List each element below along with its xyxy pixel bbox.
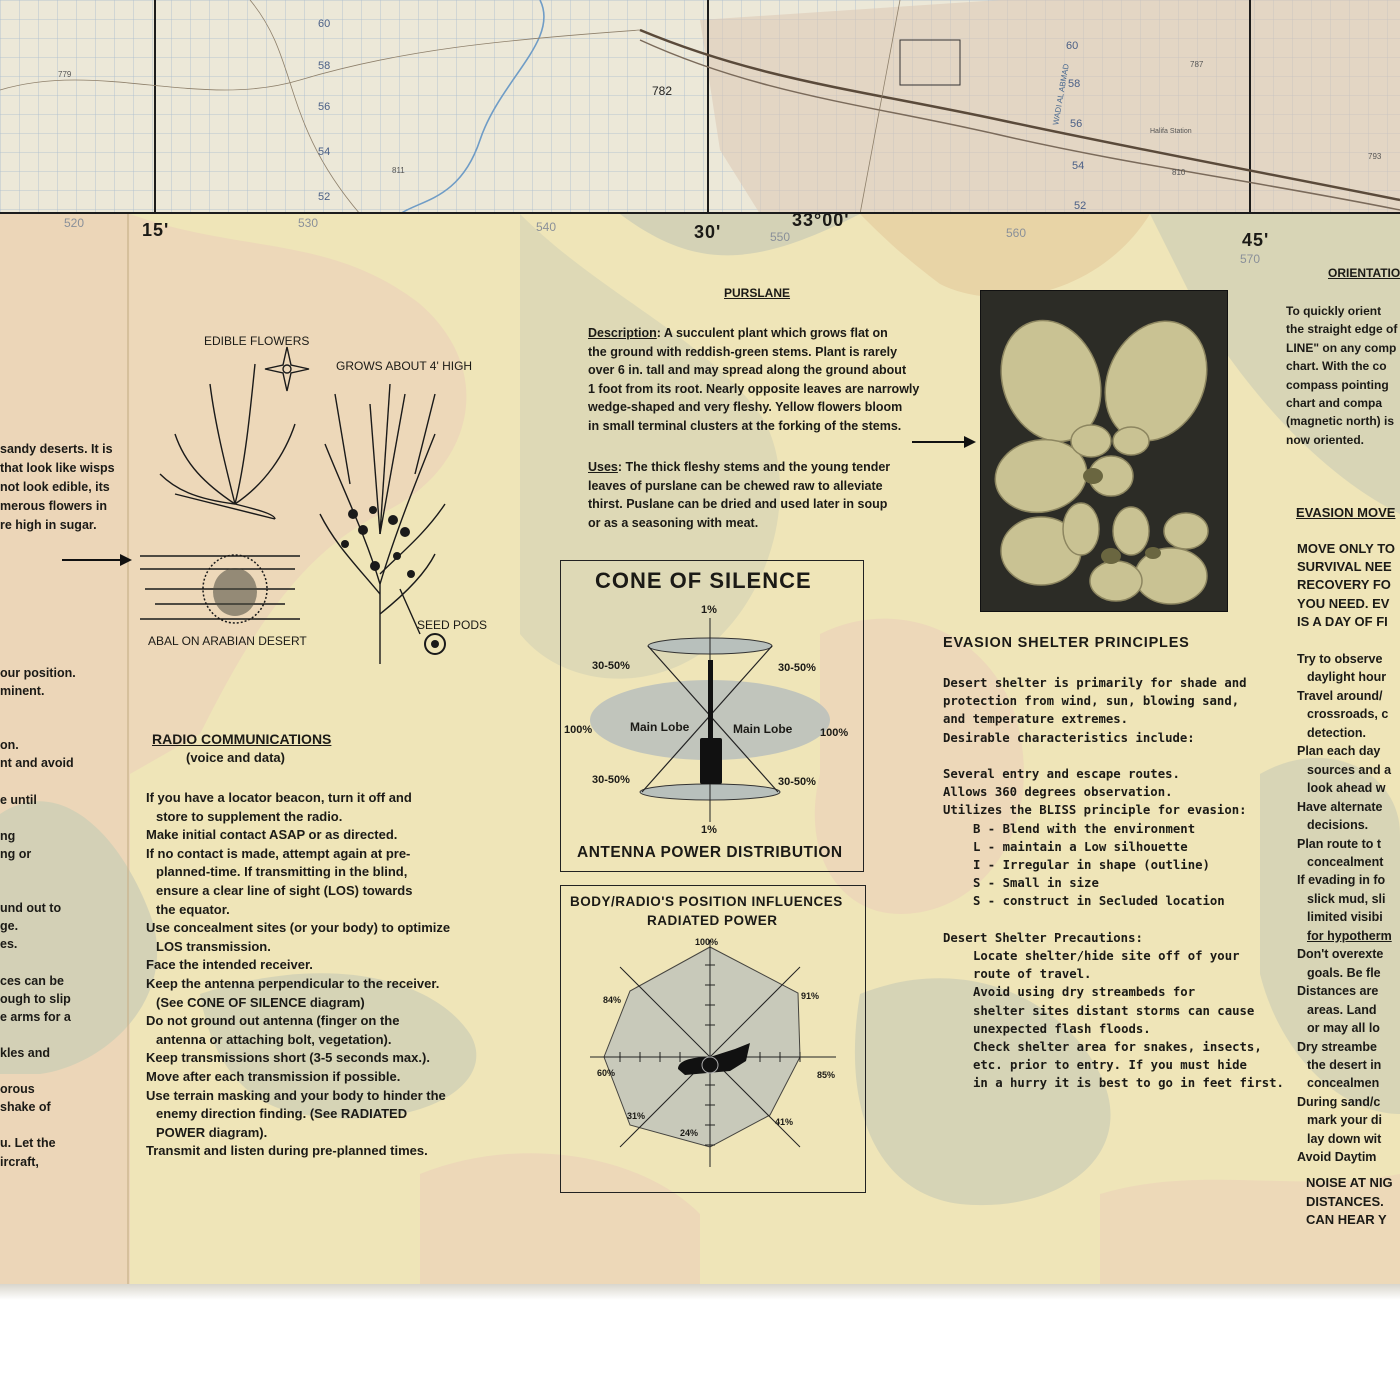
cone-ur-pct: 30-50% — [778, 662, 816, 674]
text-line: our position. — [0, 666, 76, 680]
radio-instructions — [146, 789, 450, 1161]
easting-tick: 530 — [298, 216, 319, 230]
text-line: antenna or attaching bolt, vegetation). — [156, 1031, 392, 1047]
radio-section-title — [152, 731, 331, 747]
longitude-label: 15' — [142, 220, 170, 240]
text-line: Make initial contact ASAP or as directed. — [146, 827, 398, 843]
text-line — [0, 700, 76, 718]
spot-height: 793 — [1368, 152, 1382, 161]
radio-title: RADIO COMMUNICATIONS — [152, 731, 332, 747]
paper-edge-shadow — [0, 1284, 1400, 1300]
text-line: IS A DAY OF FI — [1297, 613, 1388, 629]
antenna — [708, 660, 713, 740]
text-line: Move after each transmission if possible. — [146, 1068, 401, 1084]
uses-label: Uses — [588, 460, 618, 474]
text-line: S - Small in size — [973, 876, 1099, 891]
spot-height: 811 — [392, 166, 405, 175]
seed-pods-label: SEED PODS — [417, 618, 488, 632]
map-grid-svg — [0, 0, 1400, 214]
radiated-pct: 41% — [775, 1117, 794, 1127]
text-line: es. — [0, 937, 18, 952]
spot-height: 779 — [58, 70, 72, 79]
text-line: limited visibi — [1307, 910, 1383, 925]
text-line: the equator. — [156, 901, 230, 917]
text-line: look ahead w — [1307, 781, 1386, 796]
text-line: During sand/c — [1297, 1094, 1381, 1109]
text-line: S - construct in Secluded location — [973, 894, 1225, 909]
text-line: shelter sites distant storms can cause — [973, 1003, 1255, 1018]
text-line: Desert shelter is primarily for shade and — [943, 676, 1247, 690]
radiated-pct: 31% — [627, 1111, 646, 1121]
text-line: now oriented. — [1286, 432, 1364, 447]
text-line: DISTANCES. — [1306, 1193, 1384, 1209]
cone-lr-pct: 30-50% — [778, 776, 816, 788]
text-line: CAN HEAR Y — [1306, 1212, 1387, 1227]
text-line — [0, 1116, 76, 1134]
cone-ll-pct: 30-50% — [592, 774, 630, 786]
text-line: LOS transmission. — [156, 938, 271, 954]
text-line — [0, 773, 76, 791]
easting-tick: 570 — [1240, 252, 1261, 266]
arrow-right-icon — [912, 432, 978, 452]
text-line: enemy direction finding. (See RADIATED — [156, 1106, 408, 1122]
text-line: for hypotherm — [1307, 928, 1392, 943]
grid-number: 60 — [1066, 40, 1079, 52]
text-line: on. — [0, 738, 19, 753]
text-line: compass pointing — [1286, 377, 1389, 392]
text-line: areas. Land — [1307, 1002, 1377, 1017]
text-line: or may all lo — [1307, 1021, 1380, 1036]
description-label: Description — [588, 326, 657, 340]
text-line — [0, 1026, 76, 1044]
text-line: over 6 in. tall and may spread along the ground about — [588, 363, 907, 378]
text-line: If evading in fo — [1297, 873, 1386, 888]
topographic-map-strip — [0, 0, 1400, 214]
text-line: e until — [0, 792, 37, 807]
grid-number: 52 — [318, 191, 331, 203]
edible-flowers-label: EDIBLE FLOWERS — [204, 334, 310, 348]
cone-caption: ANTENNA POWER DISTRIBUTION — [577, 844, 843, 861]
text-line: Utilizes the BLISS principle for evasion: — [943, 803, 1247, 818]
text-line — [0, 954, 76, 972]
text-line: Don't overexte — [1297, 947, 1384, 962]
text-line: crossroads, c — [1307, 707, 1389, 722]
longitude-label: 45' — [1242, 230, 1270, 250]
text-line: store to supplement the radio. — [156, 808, 343, 824]
text-line: that look like wisps — [0, 461, 115, 475]
cone-ul-pct: 30-50% — [592, 660, 630, 672]
text-line: (magnetic north) is — [1286, 414, 1395, 429]
evasion-caps-2 — [1306, 1174, 1393, 1230]
radiated-pct: 60% — [597, 1068, 616, 1078]
cone-title: CONE OF SILENCE — [595, 568, 812, 593]
text-line: lay down wit — [1307, 1131, 1382, 1146]
text-line: ng or — [0, 846, 32, 861]
spot-height: 782 — [652, 84, 673, 98]
text-line: NOISE AT NIG — [1306, 1175, 1393, 1190]
grid-number: 54 — [318, 146, 331, 158]
cone-left-pct: 100% — [564, 724, 593, 736]
grid-number: 56 — [318, 101, 331, 113]
purslane-title — [724, 286, 790, 300]
text-line — [0, 809, 76, 827]
precautions-title: Desert Shelter Precautions: — [943, 930, 1143, 945]
main-lobe-left: Main Lobe — [630, 720, 690, 734]
text-line — [0, 881, 76, 899]
grid-number: 58 — [1068, 78, 1081, 90]
text-line: ng — [0, 828, 16, 843]
orientation-title — [1328, 266, 1400, 280]
longitude-label: 33°00' — [792, 214, 850, 230]
text-line: Keep the antenna perpendicular to the receiver. — [146, 975, 440, 991]
text-line: Face the intended receiver. — [146, 957, 313, 973]
cone-bottom-pct: 1% — [701, 824, 717, 836]
text-line: Desirable characteristics include: — [943, 730, 1195, 745]
radiated-power-svg — [560, 885, 864, 1191]
longitude-label: 30' — [694, 222, 722, 242]
text-line: route of travel. — [973, 967, 1092, 982]
text-line: Dry streambe — [1297, 1039, 1377, 1054]
arrow-right-icon — [62, 550, 132, 570]
radio-subtitle: (voice and data) — [186, 750, 285, 765]
grid-number: 58 — [318, 60, 331, 72]
text-line: Plan each day — [1297, 744, 1381, 759]
text-line: B - Blend with the environment — [973, 821, 1196, 836]
text-line: slick mud, sli — [1307, 891, 1386, 906]
text-line: Try to observe — [1297, 652, 1383, 666]
text-line: Do not ground out antenna (finger on the — [146, 1013, 400, 1029]
easting-tick: 520 — [64, 216, 85, 230]
text-line: unexpected flash floods. — [973, 1021, 1151, 1036]
grid-number: 60 — [318, 18, 331, 30]
text-line: MOVE ONLY TO — [1297, 541, 1396, 556]
cone-right-pct: 100% — [820, 727, 849, 739]
text-line: not look edible, its — [0, 480, 110, 494]
text-line: merous flowers in — [0, 499, 107, 513]
purslane-title-text: PURSLANE — [724, 286, 791, 300]
text-line: Allows 360 degrees observation. — [943, 785, 1173, 800]
text-line: SURVIVAL NEE — [1297, 559, 1392, 575]
text-line: LINE" on any comp — [1286, 340, 1397, 355]
shelter-intro — [943, 674, 1284, 1093]
text-line: (See CONE OF SILENCE diagram) — [156, 994, 365, 1010]
text-line: shake of — [0, 1100, 51, 1115]
text-line: decisions. — [1307, 818, 1369, 833]
text-line: Check shelter area for snakes, insects, — [973, 1040, 1262, 1055]
text-line: protection from wind, sun, blowing sand, — [943, 694, 1240, 709]
text-line: orous — [0, 1082, 35, 1097]
text-line: Distances are — [1297, 984, 1379, 999]
spot-height: 787 — [1190, 60, 1204, 69]
radiated-pct: 100% — [695, 937, 719, 947]
text-line: If no contact is made, attempt again at pre- — [146, 845, 411, 861]
radiated-title-2: RADIATED POWER — [647, 913, 778, 928]
text-line: YOU NEED. EV — [1297, 595, 1390, 611]
purslane-uses — [588, 458, 890, 532]
text-line: chart and compa — [1286, 396, 1383, 411]
text-line: Avoid Daytim — [1297, 1150, 1377, 1165]
cone-top-pct: 1% — [701, 604, 717, 616]
text-line: To quickly orient — [1286, 304, 1382, 318]
text-line: : A succulent plant which grows flat on — [656, 326, 888, 340]
text-line: or as a seasoning with meat. — [588, 515, 759, 530]
text-line: sources and a — [1307, 762, 1392, 777]
text-line: Transmit and listen during pre-planned times. — [146, 1143, 428, 1159]
evasion-title — [1296, 505, 1395, 520]
grows-height-label: GROWS ABOUT 4' HIGH — [336, 359, 473, 373]
evasion-title-text: EVASION MOVE — [1296, 505, 1396, 520]
text-line: Have alternate — [1297, 799, 1383, 814]
evasion-caps — [1297, 540, 1395, 631]
text-line: Locate shelter/hide site off of your — [973, 949, 1240, 964]
text-line: in small terminal clusters at the forking of the stems. — [588, 418, 902, 433]
text-line: mark your di — [1307, 1113, 1383, 1128]
text-line: re high in sugar. — [0, 518, 97, 532]
text-line: thirst. Puslane can be dried and used later in soup — [588, 497, 888, 512]
abal-label: ABAL ON ARABIAN DESERT — [148, 634, 307, 648]
radiated-pct: 84% — [603, 995, 622, 1005]
text-line: goals. Be fle — [1307, 965, 1381, 980]
text-line: Plan route to t — [1297, 836, 1382, 851]
text-line: POWER diagram). — [156, 1124, 268, 1140]
main-lobe-right: Main Lobe — [733, 722, 793, 736]
text-line: sandy deserts. It is — [0, 442, 113, 456]
spot-height: 810 — [1172, 168, 1186, 177]
easting-tick: 540 — [536, 220, 557, 234]
text-line: in a hurry it is best to go in feet first. — [973, 1076, 1284, 1091]
text-line: Use concealment sites (or your body) to optimize — [146, 920, 451, 936]
left-fragment-text-2 — [0, 664, 76, 1171]
text-line: : The thick fleshy stems and the young tender — [617, 460, 891, 474]
text-line: daylight hour — [1307, 670, 1387, 685]
text-line: Keep transmissions short (3-5 seconds max.). — [146, 1050, 430, 1066]
text-line: concealmen — [1307, 1076, 1380, 1091]
text-line: e arms for a — [0, 1009, 71, 1024]
text-line: ircraft, — [0, 1154, 39, 1169]
orientation-title-text: ORIENTATIO — [1328, 266, 1400, 280]
text-line: the straight edge of — [1286, 322, 1398, 337]
text-line: kles and — [0, 1045, 51, 1060]
text-line — [0, 718, 76, 736]
radiated-pct: 24% — [680, 1128, 699, 1138]
text-line — [0, 1062, 76, 1080]
text-line: u. Let the — [0, 1136, 56, 1151]
text-line: the desert in — [1307, 1057, 1382, 1072]
text-line: concealment — [1307, 854, 1384, 869]
radiated-pct: 85% — [817, 1070, 836, 1080]
text-line: wedge-shaped and very fleshy. Yellow flowers bloom — [588, 400, 903, 415]
grid-number: 56 — [1070, 118, 1083, 130]
text-line: Use terrain masking and your body to hinder the — [146, 1087, 446, 1103]
text-line: Several entry and escape routes. — [943, 767, 1180, 782]
radiated-pct: 91% — [801, 991, 820, 1001]
survival-chart-panel — [0, 214, 1400, 1284]
evasion-items — [1297, 650, 1392, 1167]
text-line: and temperature extremes. — [943, 712, 1129, 727]
text-line: the ground with reddish-green stems. Plant is rarely — [588, 344, 898, 359]
purslane-photo — [980, 290, 1228, 612]
text-line: detection. — [1307, 725, 1367, 740]
text-line: ces can be — [0, 973, 64, 988]
text-line: ensure a clear line of sight (LOS) towards — [156, 882, 413, 898]
text-line: L - maintain a Low silhouette — [973, 839, 1188, 854]
purslane-leaves-illustration — [981, 291, 1227, 611]
grid-number: 54 — [1072, 160, 1085, 172]
text-line: If you have a locator beacon, turn it off and — [146, 790, 412, 805]
text-line: leaves of purslane can be chewed raw to alleviate — [588, 478, 883, 493]
place-label: Halifa Station — [1150, 128, 1192, 135]
radiated-title-1: BODY/RADIO'S POSITION INFLUENCES — [570, 894, 843, 909]
left-fragment-text-1 — [0, 440, 115, 535]
text-line: und out to — [0, 901, 62, 916]
text-line: nt and avoid — [0, 756, 74, 771]
text-line: I - Irregular in shape (outline) — [973, 858, 1210, 873]
text-line: minent. — [0, 684, 45, 699]
text-line: ough to slip — [0, 991, 71, 1006]
orientation-text — [1286, 302, 1397, 449]
text-line: planned-time. If transmitting in the blind, — [156, 864, 408, 880]
radio — [700, 738, 722, 784]
text-line: Travel around/ — [1297, 688, 1383, 703]
grid-number: 52 — [1074, 200, 1087, 212]
text-line: ge. — [0, 919, 19, 934]
text-line: etc. prior to entry. If you must hide — [973, 1058, 1247, 1073]
purslane-description — [588, 324, 919, 436]
text-line: 1 foot from its root. Nearly opposite leaves are narrowly — [588, 381, 920, 396]
text-line: Avoid using dry streambeds for — [973, 985, 1196, 1000]
text-line — [0, 863, 76, 881]
urban-area — [700, 0, 1400, 214]
wadi-label: WADI AL ABMAD — [1051, 63, 1071, 126]
text-line: RECOVERY FO — [1297, 577, 1391, 593]
easting-tick: 550 — [770, 230, 791, 244]
easting-tick: 560 — [1006, 226, 1027, 240]
shelter-title: EVASION SHELTER PRINCIPLES — [943, 635, 1190, 651]
text-line: chart. With the co — [1286, 359, 1387, 374]
